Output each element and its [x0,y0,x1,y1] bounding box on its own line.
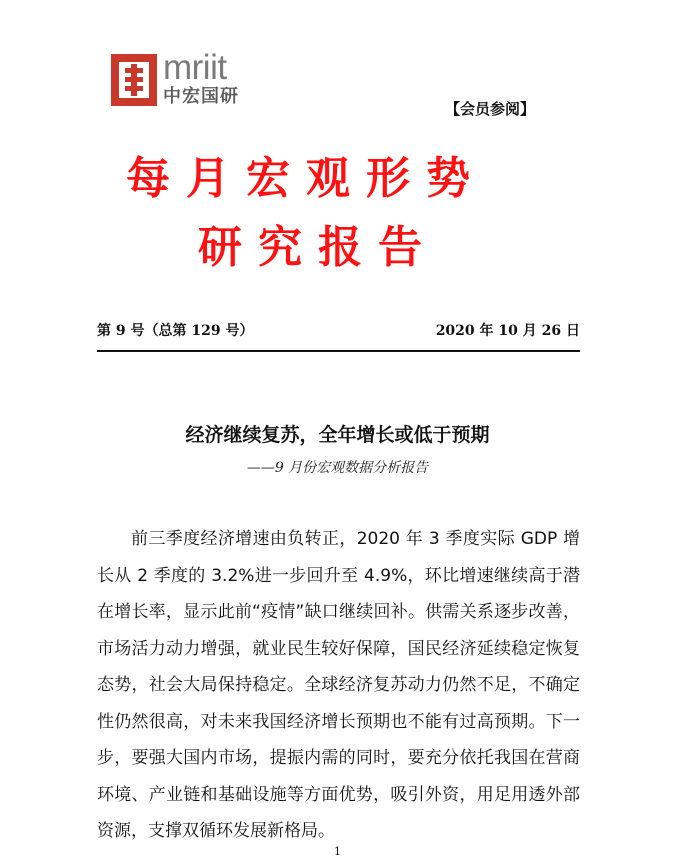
issue-number: 第 9 号（总第 129 号） [97,323,254,339]
company-logo [111,48,257,108]
page-number: 1 [334,845,341,858]
issue-date: 2020 年 10 月 26 日 [435,323,580,339]
paragraph-line: 环境、产业链和基础设施等方面优势，吸引外资，用足用透外部 [97,784,580,805]
paragraph-line: 性仍然很高，对未来我国经济增长预期也不能有过高预期。下一 [97,711,580,732]
article-title: 经济继续复苏，全年增长或低于预期 [185,424,490,446]
paragraph-line: 前三季度经济增速由负转正，2020 年 3 季度实际 GDP 增 [131,529,580,549]
report-title-line-1: 每月宏观形势 [126,153,486,204]
header-divider [97,350,580,352]
paragraph-line: 资源，支撑双循环发展新格局。 [97,821,335,841]
paragraph-line: 长从 2 季度的 3.2%进一步回升至 4.9%，环比增速继续高于潜 [97,565,580,586]
logo-brand-cn: 中宏国研 [163,86,239,107]
paragraph-line: 市场活力动力增强，就业民生较好保障，国民经济延续稳定恢复 [97,638,580,659]
article-paragraph [97,521,580,850]
paragraph-line: 态势，社会大局保持稳定。全球经济复苏动力仍然不足，不确定 [97,675,580,695]
logo-brand-en: mriit [163,48,227,87]
article-subtitle: ——9 月份宏观数据分析报告 [246,460,429,476]
paragraph-line: 步，要强大国内市场，提振内需的同时，要充分依托我国在营商 [97,748,580,768]
member-only-tag: 【会员参阅】 [445,100,536,118]
issue-meta-row [97,320,580,342]
report-title-line-2: 研究报告 [198,222,438,273]
mriit-logo-mark-icon [111,52,157,108]
paragraph-line: 在增长率，显示此前“疫情”缺口继续回补。供需关系逐步改善， [97,602,580,622]
